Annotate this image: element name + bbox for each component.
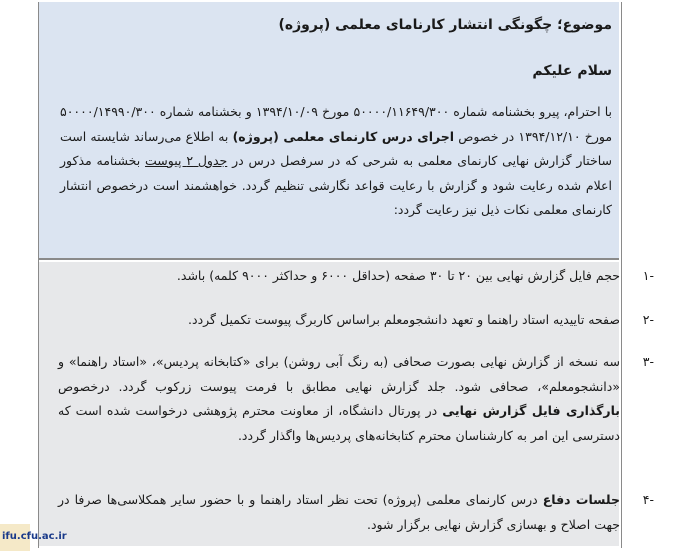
- intro-bold-course: اجرای درس کارنمای معلمی (پروژه): [232, 128, 455, 144]
- greeting: سلام علیکم: [532, 63, 612, 79]
- intro-text-2: به اطلاع می‌رساند شایسته است ساختار گزارش نهایی کارنمای معلمی به شرحی که در سرفصل درس در: [60, 128, 612, 168]
- subject-heading: موضوع؛ چگونگی انتشار کارنامای معلمی (پروژه): [278, 17, 612, 33]
- list-item-number: -۳: [642, 354, 654, 369]
- intro-attachment-link[interactable]: جدول ۲ پیوست: [145, 153, 228, 168]
- list-item-text: صفحه تاییدیه استاد راهنما و تعهد دانشجومعلم براساس کاربرگ پیوست تکمیل گردد.: [188, 312, 620, 327]
- list-item-text: درس کارنمای معلمی (پروژه) تحت نظر استاد راهنما و با حضور سایر همکلاسی‌ها صرفا در جهت اصلاح و بهسازی گزارش نهایی برگزار شود.: [58, 492, 620, 532]
- list-item-number: -۲: [642, 312, 654, 327]
- list-item-3: [58, 350, 654, 448]
- list-item-text: حجم فایل گزارش نهایی بین ۲۰ تا ۳۰ صفحه (حداقل ۶۰۰۰ و حداکثر ۹۰۰۰ کلمه) باشد.: [176, 268, 620, 283]
- list-item-1: [58, 264, 654, 289]
- list-item-4: [58, 488, 654, 537]
- list-item-bold: بارگذاری فایل گزارش نهایی: [442, 403, 620, 418]
- list-item-text-2: در پورتال دانشگاه، از معاونت محترم پژوهشی درخواست شده است که دسترسی این امر به کارشناسان محترم کتابخانه‌های پردیس‌ها واگذار گردد.: [58, 403, 620, 443]
- list-item-2: [58, 308, 654, 333]
- list-item-text-1: سه نسخه از گزارش نهایی بصورت صحافی (به رنگ آبی روشن) برای «کتابخانه پردیس»، «استاد راهنما» و «دانشجومعلم»، صحافی شود. جلد گزارش نهایی مطابق با فرمت پیوست زرکوب گردد. درخصوص: [58, 354, 620, 394]
- intro-text-3: بخشنامه مذکور اعلام شده رعایت شود و گزارش با رعایت قواعد نگارشی تنظیم گردد. خواهشمند است درخصوص انتشار کارنمای معلمی نکات ذیل نیز رعایت گردد:: [60, 153, 612, 217]
- intro-paragraph: [60, 100, 612, 223]
- list-item-number: -۴: [642, 492, 654, 507]
- watermark-logo: ifu.cfu.ac.ir: [2, 531, 67, 542]
- list-item-number: -۱: [642, 268, 654, 283]
- intro-text-1: با احترام، پیرو بخشنامه شماره ۵۰۰۰۰/۱۱۶۴۹/۳۰۰ مورخ ۱۳۹۴/۱۰/۰۹ و بخشنامه شماره ۵۰۰۰۰/۱۴۹۹۰/۳۰۰ مورخ ۱۳۹۴/۱۲/۱۰ در خصوص: [60, 104, 613, 144]
- list-item-bold: جلسات دفاع: [542, 492, 620, 507]
